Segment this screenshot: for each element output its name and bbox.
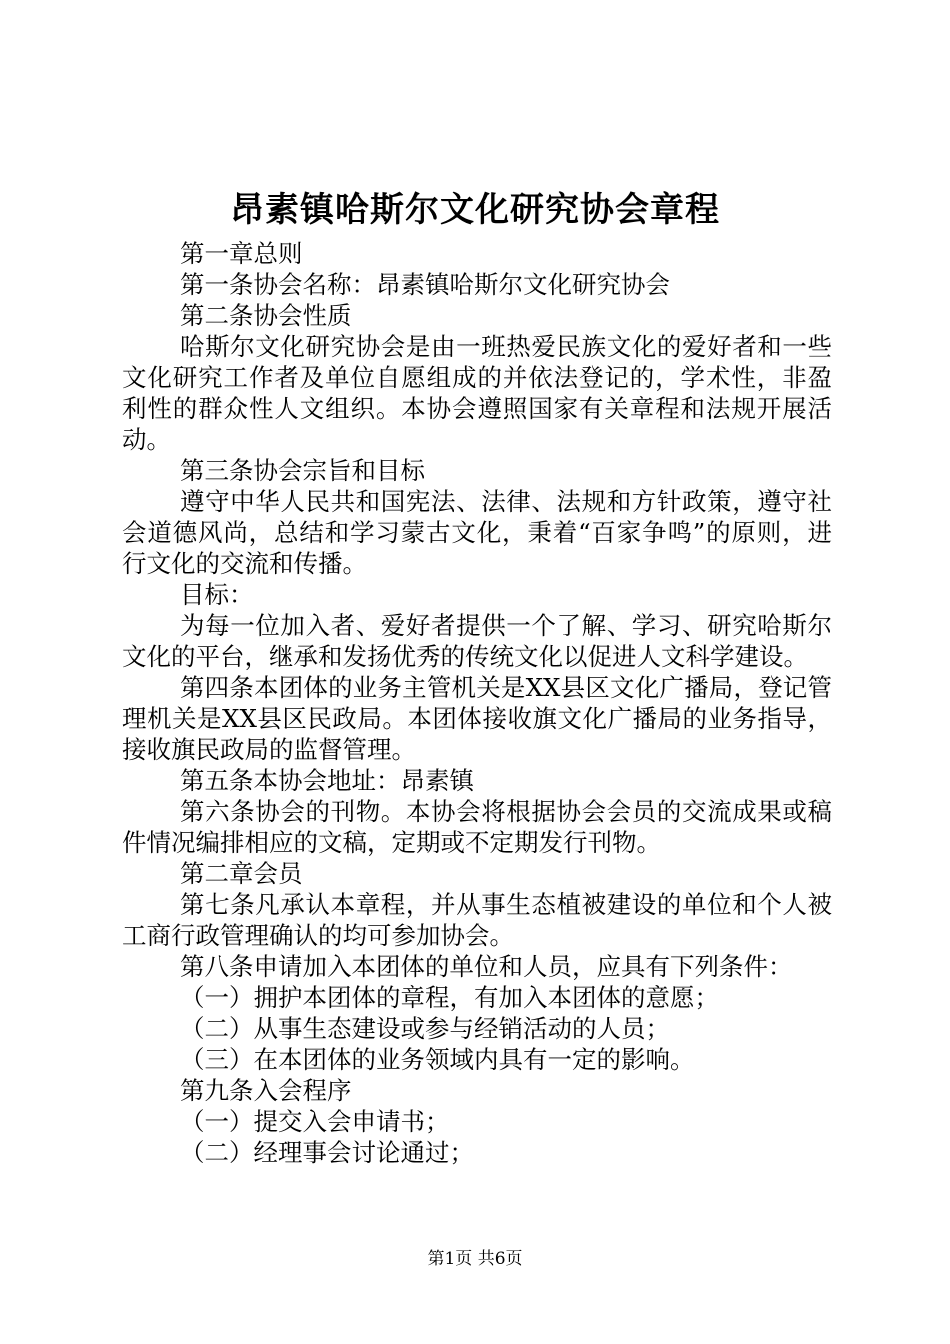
paragraph: 第六条协会的刊物。本协会将根据协会会员的交流成果或稿件情况编排相应的文稿，定期或不定期发行刊物。 [122,797,832,857]
paragraph: 目标： [180,580,254,609]
page-number-footer: 第1页 共6页 [427,1249,523,1269]
paragraph: 第七条凡承认本章程，并从事生态植被建设的单位和个人被工商行政管理确认的均可参加协会。 [122,890,832,950]
paragraph: 第二章会员 [180,859,303,888]
paragraph: 第九条入会程序 [180,1076,352,1105]
paragraph: 第三条协会宗旨和目标 [180,456,425,485]
paragraph: 为每一位加入者、爱好者提供一个了解、学习、研究哈斯尔文化的平台，继承和发扬优秀的传统文化以促进人文科学建设。 [122,611,832,671]
paragraph: （一）提交入会申请书； [180,1107,450,1136]
document-body [122,238,832,1168]
paragraph: 遵守中华人民共和国宪法、法律、法规和方针政策，遵守社会道德风尚，总结和学习蒙古文化，秉着“百家争鸣”的原则，进行文化的交流和传播。 [122,487,832,578]
paragraph: 第八条申请加入本团体的单位和人员，应具有下列条件： [180,952,793,981]
paragraph: 第一章总则 [180,239,303,268]
paragraph: 第四条本团体的业务主管机关是XX县区文化广播局，登记管理机关是XX县区民政局。本团体接收旗文化广播局的业务指导，接收旗民政局的监督管理。 [122,673,832,764]
paragraph: （三）在本团体的业务领域内具有一定的影响。 [180,1045,695,1074]
paragraph: 哈斯尔文化研究协会是由一班热爱民族文化的爱好者和一些文化研究工作者及单位自愿组成的并依法登记的，学术性，非盈利性的群众性人文组织。本协会遵照国家有关章程和法规开展活动。 [122,332,832,454]
paragraph: （二）经理事会讨论通过； [180,1138,474,1167]
document-title: 昂素镇哈斯尔文化研究协会章程 [230,190,720,230]
paragraph: 第二条协会性质 [180,301,352,330]
paragraph: （二）从事生态建设或参与经销活动的人员； [180,1014,670,1043]
paragraph: （一）拥护本团体的章程，有加入本团体的意愿； [180,983,719,1012]
paragraph: 第一条协会名称：昂素镇哈斯尔文化研究协会 [180,270,670,299]
paragraph: 第五条本协会地址：昂素镇 [180,766,474,795]
